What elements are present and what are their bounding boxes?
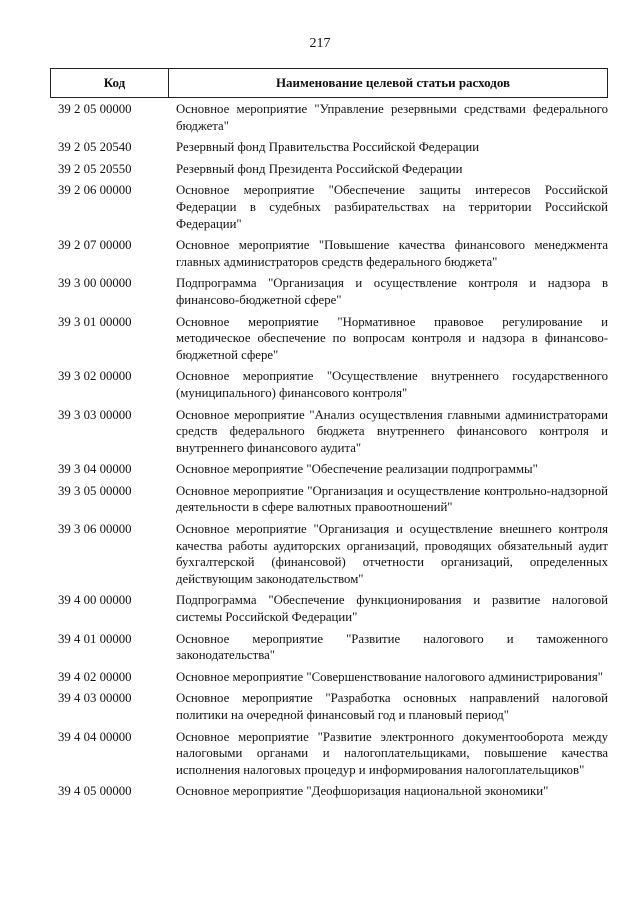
- table-row: [50, 275, 608, 308]
- table-row: [50, 690, 608, 723]
- row-name: Основное мероприятие "Развитие налогового и таможенного законодательства": [176, 631, 608, 663]
- budget-codes-table: [50, 68, 608, 805]
- row-code: 39 4 04 00000: [58, 729, 132, 744]
- row-name: Основное мероприятие "Повышение качества финансового менеджмента главных администраторов средств федерального бюджета": [176, 238, 608, 269]
- row-name: Подпрограмма "Организация и осуществление контроля и надзора в финансово-бюджетной сфере": [176, 276, 608, 307]
- row-name: Основное мероприятие "Организация и осуществление внешнего контроля качества работы аудиторских организаций, проводящих обязательный аудит бухгалтерской (финансовой) отчетности организаций, определенных действующим законодательством": [176, 522, 608, 586]
- page-number: 217: [309, 36, 331, 51]
- row-code: 39 4 00 00000: [58, 593, 132, 608]
- table-header: [50, 68, 608, 98]
- table-row: [50, 783, 608, 800]
- row-code: 39 2 05 20540: [58, 140, 132, 155]
- table-row: [50, 368, 608, 401]
- row-name: Резервный фонд Президента Российской Федерации: [176, 161, 463, 176]
- table-row: [50, 631, 608, 664]
- table-row: [50, 139, 608, 156]
- table-row: [50, 729, 608, 779]
- row-code: 39 3 06 00000: [58, 522, 132, 537]
- row-name: Основное мероприятие "Деофшоризация национальной экономики": [176, 784, 549, 799]
- row-name: Основное мероприятие "Развитие электронного документооборота между налоговыми органами и налогоплательщиками, повышение качества исполнения налоговых процедур и информирования налогоплательщиков": [176, 729, 608, 777]
- row-code: 39 3 05 00000: [58, 483, 132, 498]
- table-row: [50, 314, 608, 364]
- row-code: 39 3 02 00000: [58, 369, 132, 384]
- table-row: [50, 161, 608, 178]
- row-code: 39 3 01 00000: [58, 314, 132, 329]
- header-name: Наименование целевой статьи расходов: [275, 75, 511, 90]
- table-row: [50, 182, 608, 232]
- row-name: Резервный фонд Правительства Российской Федерации: [176, 140, 480, 155]
- row-code: 39 4 02 00000: [58, 669, 132, 684]
- table-row: [50, 483, 608, 516]
- row-name: Основное мероприятие "Совершенствование налогового администрирования": [176, 669, 604, 684]
- row-code: 39 4 03 00000: [58, 691, 132, 706]
- table-body: [50, 101, 608, 800]
- table-row: [50, 407, 608, 457]
- row-name: Основное мероприятие "Анализ осуществления главными администраторами средств федерального бюджета внутреннего финансового контроля и внутреннего финансового аудита": [176, 407, 608, 455]
- row-name: Основное мероприятие "Нормативное правовое регулирование и методическое обеспечение по вопросам контроля и надзора в финансово-бюджетной сфере": [176, 314, 608, 362]
- row-code: 39 2 06 00000: [58, 183, 132, 198]
- row-name: Основное мероприятие "Обеспечение реализации подпрограммы": [176, 462, 538, 477]
- row-name: Основное мероприятие "Организация и осуществление контрольно-надзорной деятельности в сфере валютных правоотношений": [176, 483, 608, 515]
- row-code: 39 2 05 20550: [58, 161, 132, 176]
- row-name: Основное мероприятие "Разработка основных направлений налоговой политики на очередной финансовый год и плановый период": [176, 691, 608, 722]
- header-code: Код: [51, 69, 169, 97]
- row-code: 39 4 01 00000: [58, 631, 132, 646]
- row-code: 39 3 00 00000: [58, 276, 132, 291]
- table-row: [50, 237, 608, 270]
- row-code: 39 3 03 00000: [58, 407, 132, 422]
- row-code: 39 4 05 00000: [58, 784, 132, 799]
- row-name: Подпрограмма "Обеспечение функционирования и развитие налоговой системы Российской Федерации": [176, 593, 608, 625]
- table-row: [50, 461, 608, 478]
- table-row: [50, 521, 608, 587]
- row-code: 39 2 05 00000: [58, 102, 132, 116]
- table-row: [50, 101, 608, 134]
- table-row: [50, 669, 608, 686]
- row-code: 39 3 04 00000: [58, 462, 132, 477]
- row-name: Основное мероприятие "Обеспечение защиты интересов Российской Федерации в судебных разбирательствах на территории Российской Федерации": [176, 183, 608, 231]
- row-name: Основное мероприятие "Осуществление внутреннего государственного (муниципального) финансового контроля": [176, 369, 608, 400]
- row-name: Основное мероприятие "Управление резервными средствами федерального бюджета": [176, 102, 608, 133]
- row-code: 39 2 07 00000: [58, 238, 132, 253]
- table-row: [50, 592, 608, 625]
